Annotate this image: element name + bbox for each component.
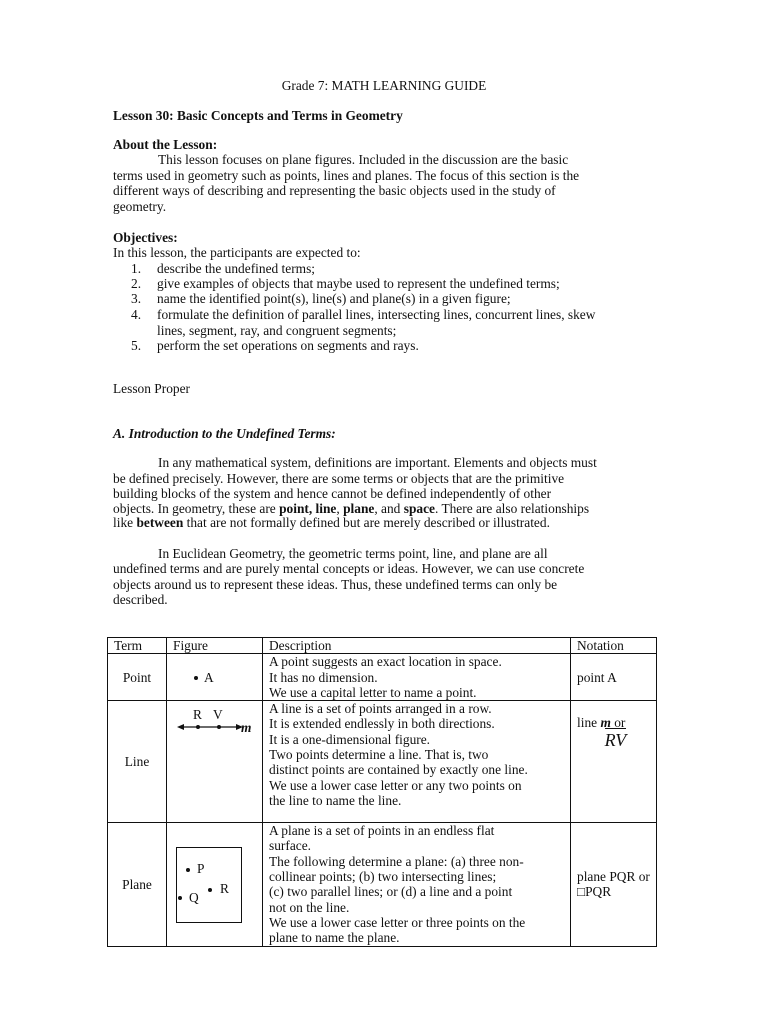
desc-line: The following determine a plane: (a) three non- bbox=[269, 853, 524, 869]
desc-line: It has no dimension. bbox=[269, 669, 378, 685]
line-notation bbox=[577, 730, 650, 750]
paragraph-line: In Euclidean Geometry, the geometric terms point, line, and plane are all bbox=[158, 546, 548, 561]
about-line: different ways of describing and representing the basic objects used in the study of bbox=[113, 183, 556, 198]
point-label: R bbox=[220, 881, 229, 897]
text: that are not formally defined but are merely described or illustrated. bbox=[183, 515, 550, 530]
table-header-row bbox=[108, 638, 657, 654]
list-item: name the identified point(s), line(s) and plane(s) in a given figure; bbox=[157, 291, 511, 306]
line-rv: RV bbox=[604, 730, 627, 751]
line-arrow-icon bbox=[177, 721, 247, 733]
desc-line: distinct points are contained by exactly one line. bbox=[269, 762, 528, 778]
paragraph-line: undefined terms and are purely mental concepts or ideas. However, we can use concrete bbox=[113, 561, 585, 576]
about-line: terms used in geometry such as points, lines and planes. The focus of this section is the bbox=[113, 168, 580, 183]
desc-line: It is a one-dimensional figure. bbox=[269, 731, 431, 747]
description-cell bbox=[263, 701, 571, 823]
about-heading bbox=[113, 137, 217, 153]
plane-box bbox=[176, 847, 242, 923]
lesson-title bbox=[113, 108, 403, 124]
list-item: give examples of objects that maybe used to represent the undefined terms; bbox=[157, 276, 560, 291]
header-description: Description bbox=[263, 638, 571, 654]
term-cell: Plane bbox=[108, 823, 167, 946]
desc-line: A line is a set of points arranged in a row. bbox=[269, 701, 492, 717]
lesson-proper-label: Lesson Proper bbox=[113, 381, 190, 396]
desc-line: (c) two parallel lines; or (d) a line and a point bbox=[269, 884, 513, 900]
text: or bbox=[610, 715, 626, 731]
point-label: Q bbox=[189, 890, 199, 906]
objectives-heading bbox=[113, 230, 178, 246]
description-cell bbox=[263, 823, 571, 946]
list-item: lines, segment, ray, and congruent segments; bbox=[157, 323, 397, 338]
list-number: 5. bbox=[131, 338, 142, 353]
desc-line: not on the line. bbox=[269, 899, 350, 915]
table-row bbox=[108, 701, 657, 823]
notation-line: plane PQR or bbox=[577, 869, 650, 885]
text: like bbox=[113, 515, 137, 530]
header-notation: Notation bbox=[571, 638, 657, 654]
paragraph-line bbox=[113, 515, 550, 531]
header-figure: Figure bbox=[167, 638, 263, 654]
list-number: 3. bbox=[131, 291, 142, 306]
term-cell: Point bbox=[108, 654, 167, 701]
table-row bbox=[108, 823, 657, 946]
section-a-heading bbox=[113, 426, 336, 442]
notation-cell: point A bbox=[571, 654, 657, 701]
list-number: 4. bbox=[131, 307, 142, 322]
about-heading-text: About the Lesson: bbox=[113, 137, 218, 152]
paragraph-line: objects around us to represent these ideas. Thus, these undefined terms can only be bbox=[113, 577, 558, 592]
term-cell: Line bbox=[108, 701, 167, 823]
figure-cell bbox=[167, 701, 263, 823]
desc-line: collinear points; (b) two intersecting lines; bbox=[269, 869, 497, 885]
header-term: Term bbox=[108, 638, 167, 654]
description-cell bbox=[263, 654, 571, 701]
text: , and bbox=[374, 501, 404, 516]
line-label: m bbox=[241, 720, 252, 736]
desc-line: surface. bbox=[269, 838, 312, 854]
about-line: This lesson focuses on plane figures. Included in the discussion are the basic bbox=[158, 152, 569, 167]
notation-cell bbox=[571, 823, 657, 946]
undefined-terms-table bbox=[107, 637, 657, 947]
list-item: perform the set operations on segments and rays. bbox=[157, 338, 419, 353]
bold-term: space bbox=[403, 501, 435, 516]
list-item: formulate the definition of parallel lines, intersecting lines, concurrent lines, skew bbox=[157, 307, 596, 322]
bold-term: between bbox=[136, 515, 184, 530]
text: line bbox=[577, 715, 601, 731]
desc-line: A point suggests an exact location in space. bbox=[269, 654, 502, 670]
about-line: geometry. bbox=[113, 199, 167, 214]
paragraph-line: In any mathematical system, definitions are important. Elements and objects must bbox=[158, 455, 597, 470]
paragraph-line: described. bbox=[113, 592, 168, 607]
notation-cell bbox=[571, 701, 657, 823]
desc-line: It is extended endlessly in both directions. bbox=[269, 716, 495, 732]
figure-cell bbox=[167, 823, 263, 946]
list-number: 1. bbox=[131, 261, 142, 276]
objectives-intro: In this lesson, the participants are expected to: bbox=[113, 245, 361, 260]
desc-line: We use a capital letter to name a point. bbox=[269, 684, 477, 700]
section-a-heading-text: A. Introduction to the Undefined Terms: bbox=[113, 426, 336, 441]
figure-cell bbox=[167, 654, 263, 701]
text: . There are also relationships bbox=[434, 501, 590, 516]
desc-line: We use a lower case letter or three points on the bbox=[269, 914, 526, 930]
paragraph-line: building blocks of the system and hence cannot be defined independently of other bbox=[113, 486, 552, 501]
point-dot bbox=[194, 676, 198, 680]
desc-line: We use a lower case letter or any two points on bbox=[269, 777, 522, 793]
list-item: describe the undefined terms; bbox=[157, 261, 316, 276]
document-title: Grade 7: MATH LEARNING GUIDE bbox=[281, 78, 487, 93]
notation-line: □PQR bbox=[577, 884, 612, 900]
bold-term: point, line bbox=[279, 501, 337, 516]
list-number: 2. bbox=[131, 276, 142, 291]
point-label: P bbox=[197, 861, 205, 877]
point-label: V bbox=[213, 707, 223, 723]
desc-line: A plane is a set of points in an endless flat bbox=[269, 823, 495, 839]
desc-line: plane to name the plane. bbox=[269, 930, 400, 946]
desc-line: Two points determine a line. That is, two bbox=[269, 747, 489, 763]
line-name: m bbox=[600, 715, 611, 731]
lesson-title-text: Lesson 30: Basic Concepts and Terms in Geometry bbox=[113, 108, 403, 123]
text: , bbox=[336, 501, 344, 516]
table-row bbox=[108, 654, 657, 701]
desc-line: the line to name the line. bbox=[269, 792, 402, 808]
bold-term: plane bbox=[343, 501, 375, 516]
paragraph-line: be defined precisely. However, there are some terms or objects that are the primitive bbox=[113, 471, 565, 486]
objectives-heading-text: Objectives: bbox=[113, 230, 178, 245]
point-label: R bbox=[193, 707, 202, 723]
text: objects. In geometry, these are bbox=[113, 501, 280, 516]
point-label: A bbox=[204, 670, 214, 686]
